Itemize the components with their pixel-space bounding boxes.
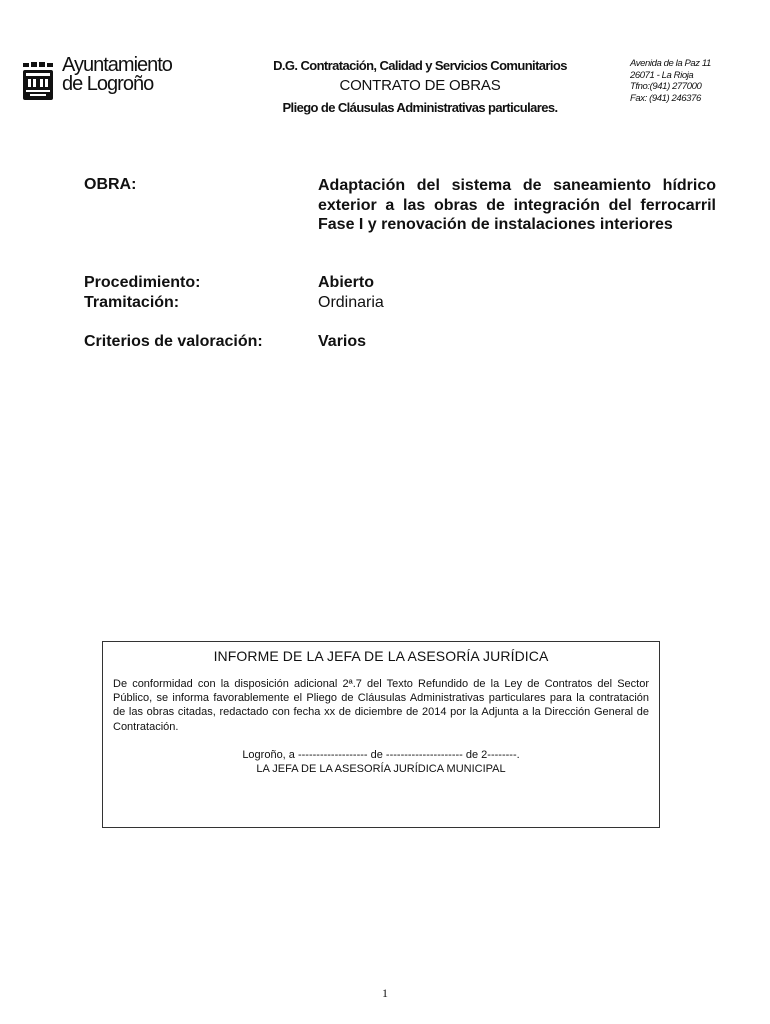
address-block <box>630 58 711 104</box>
obra-value: Adaptación del sistema de saneamiento hídrico exterior a las obras de integración del ferrocarril Fase I y renovación de instalaciones interiores <box>318 177 716 233</box>
document-title: Pliego de Cláusulas Administrativas particulares. <box>282 100 558 115</box>
report-signature <box>103 748 659 776</box>
page-number: 1 <box>382 986 388 1000</box>
logo-text <box>62 56 172 94</box>
report-signatory: LA JEFA DE LA ASESORÍA JURÍDICA MUNICIPAL <box>256 763 506 775</box>
procedimiento-label: Procedimiento: <box>84 274 201 291</box>
address-fax: Fax: (941) 246376 <box>630 92 701 104</box>
address-street: Avenida de la Paz 11 <box>630 58 711 69</box>
address-phone: Tfno:(941) 277000 <box>630 81 702 92</box>
tramitacion-label: Tramitación: <box>84 294 180 311</box>
department-name: D.G. Contratación, Calidad y Servicios Comunitarios <box>273 58 567 73</box>
criterios-label: Criterios de valoración: <box>84 333 263 350</box>
obra-label: OBRA: <box>84 176 137 193</box>
document-header <box>230 58 610 115</box>
logo-line-1: Ayuntamiento <box>62 54 172 76</box>
coat-of-arms-icon <box>22 56 54 102</box>
logo-line-2: de Logroño <box>62 73 154 95</box>
tramitacion-value: Ordinaria <box>318 294 384 311</box>
address-city: 26071 - La Rioja <box>630 69 694 81</box>
report-title: INFORME DE LA JEFA DE LA ASESORÍA JURÍDICA <box>213 648 549 664</box>
report-body: De conformidad con la disposición adicional 2ª.7 del Texto Refundido de la Ley de Contratos del Sector Público, se informa favorablemente el Pliego de Cláusulas Administrativas particulares para la contratación de las obras citadas, redactado con fecha xx de diciembre de 2014 por la Adjunta a la Dirección General de Contratación. <box>113 678 649 733</box>
report-place-date: Logroño, a ------------------- de --------------------- de 2--------. <box>242 749 520 761</box>
legal-report-box <box>102 641 660 828</box>
contract-type: CONTRATO DE OBRAS <box>339 77 501 94</box>
logo <box>22 56 202 104</box>
criterios-value: Varios <box>318 333 367 350</box>
procedimiento-value: Abierto <box>318 274 374 291</box>
